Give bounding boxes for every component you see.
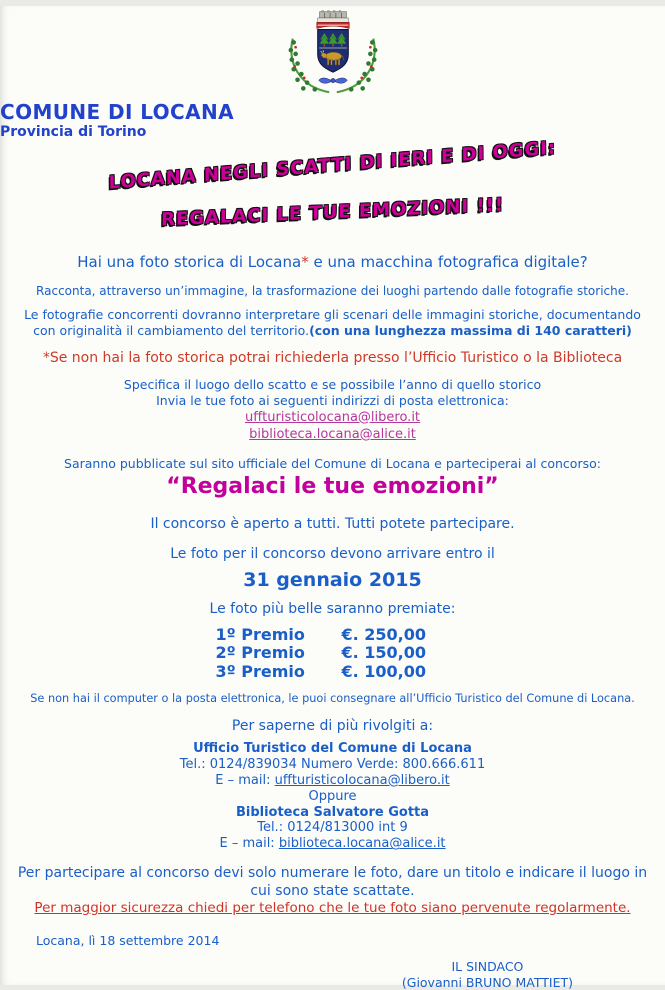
deadline-intro: Le foto per il concorso devono arrivare entro il [170,545,495,562]
prize-label: 3º Premio [215,662,305,682]
prizes-intro: Le foto più belle saranno premiate: [209,600,456,617]
tourist-office-email-link-2[interactable]: uffturisticolocana@libero.it [274,772,450,788]
prize-amount: €. 150,00 [341,643,427,663]
library-email-link-2[interactable]: biblioteca.locana@alice.it [278,836,446,852]
library-email-line [14,836,651,852]
intro-paragraph-2 [14,307,651,340]
email-prefix: E – mail: [215,772,275,788]
prize-amount: €. 250,00 [341,624,427,644]
library-name: Biblioteca Salvatore Gotta [235,804,430,820]
submission-instructions [14,377,651,443]
mural-crown-icon [316,10,349,28]
tourist-office-name: Ufficio Turistico del Comune di Locana [193,741,472,757]
more-info-intro: Per saperne di più rivolgiti a: [231,718,434,735]
locana-coat-of-arms-icon [275,6,391,98]
no-computer-note: Se non hai il computer o la posta elettronica, le puoi consegnare all’Ufficio Turistico del Comune di Locana. [30,692,635,706]
phone-check-warning: Per maggior sicurezza chiedi per telefono che le tue foto siano pervenute regolarmente. [34,900,631,917]
signature-name: (Giovanni BRUNO MATTIET) [401,974,573,990]
email-prefix: E – mail: [219,836,279,852]
rules-length-limit: (con una lunghezza massima di 140 caratteri) [309,323,632,339]
library-email-link[interactable]: biblioteca.locana@alice.it [249,426,416,442]
or-label: Oppure [308,788,357,804]
prize-row [14,644,651,663]
banner-line-1: LOCANA NEGLI SCATTI DI IERI E DI OGGI: [108,137,557,194]
prize-amount: €. 100,00 [341,662,427,682]
contact-block [14,741,651,852]
prize-list [14,626,651,683]
participation-instructions: Per partecipare al concorso devi solo numerare le foto, dare un titolo e indicare il luogo in cui sono state scattate. [17,865,648,899]
tourist-office-email-link[interactable]: uffturisticolocana@libero.it [244,409,421,425]
fir-trees-icon [319,33,346,47]
signature-block [402,959,573,990]
rules-text: Le fotografie concorrenti dovranno interpretare gli scenari delle immagini storiche, documentando con originalità il cambiamento del territorio. [24,306,641,339]
prize-row [14,626,651,645]
signature-title: IL SINDACO [451,959,524,975]
intro-paragraph-1: Racconta, attraverso un’immagine, la trasformazione dei luoghi partendo dalle fotografie storiche. [36,283,629,298]
deadline-date: 31 gennaio 2015 [243,568,422,591]
banner-line-2: REGALACI LE TUE EMOZIONI !!! [160,194,504,231]
municipality-title: COMUNE DI LOCANA [0,100,234,124]
historic-photo-note: *Se non hai la foto storica potrai richiederla presso l’Ufficio Turistico o la Biblioteca [42,350,623,367]
prize-label: 2º Premio [215,643,305,663]
library-phone: Tel.: 0124/813000 int 9 [257,820,408,836]
prize-label: 1º Premio [215,624,305,644]
flyer-body [0,253,665,990]
flyer-page [0,6,665,990]
submission-line-1: Specifica il luogo dello scatto e se possibile l’anno di quello storico [123,377,542,393]
contest-title: “Regalaci le tue emozioni” [166,474,499,500]
place-date-line: Locana, lì 18 settembre 2014 [36,933,220,949]
ribbon-icon [318,78,347,83]
shield-icon [317,29,348,72]
question-text: Hai una foto storica di Locana [77,252,302,271]
prize-row [14,663,651,682]
open-to-all-line: Il concorso è aperto a tutti. Tutti potete partecipare. [150,515,515,532]
asterisk-mark: * [301,252,309,271]
submission-line-2: Invia le tue foto ai seguenti indirizzi di posta elettronica: [156,392,509,408]
question-text-2: e una macchina fotografica digitale? [308,252,588,271]
tourist-office-email-line [14,773,651,789]
intro-question [14,253,651,271]
publish-line: Saranno pubblicate sul sito ufficiale del Comune di Locana e parteciperai al concorso: [64,456,601,472]
tourist-office-phone: Tel.: 0124/839034 Numero Verde: 800.666.611 [179,757,486,773]
province-subtitle: Provincia di Torino [0,124,147,140]
